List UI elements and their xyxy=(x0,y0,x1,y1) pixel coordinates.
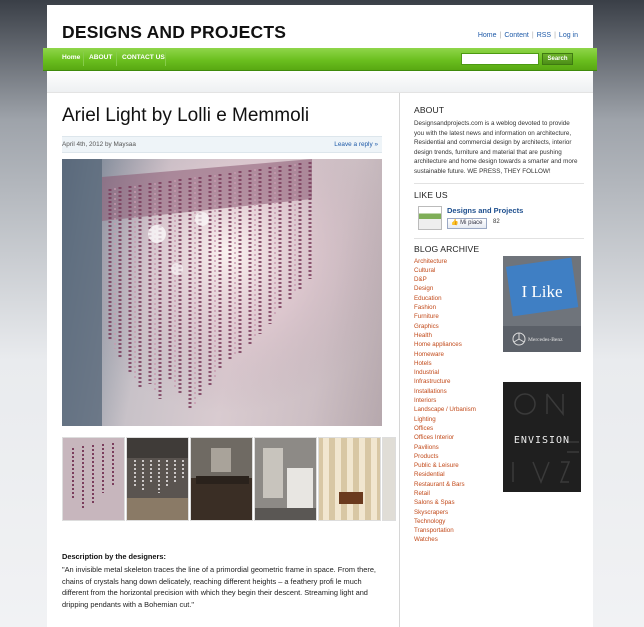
thumbnail-6-art xyxy=(383,438,396,521)
like-page-name[interactable]: Designs and Projects xyxy=(447,205,524,215)
like-button[interactable] xyxy=(447,218,487,229)
archive-item[interactable]: Education xyxy=(414,294,442,302)
archive-item[interactable]: Furniture xyxy=(414,313,439,321)
column-divider xyxy=(399,93,400,627)
separator: | xyxy=(499,32,502,39)
thumbnail-6[interactable] xyxy=(382,437,396,521)
archive-item[interactable]: Transportation xyxy=(414,527,454,535)
separator: | xyxy=(554,32,556,39)
main-navbar xyxy=(43,48,597,71)
site-header xyxy=(47,5,593,47)
archive-item[interactable]: Landscape / Urbanism xyxy=(414,406,476,414)
nav-item-about[interactable]: ABOUT xyxy=(89,54,113,61)
archive-item[interactable]: Products xyxy=(414,452,439,460)
sidebar-divider xyxy=(414,238,584,239)
thumbnail-2[interactable] xyxy=(126,437,189,521)
archive-item[interactable]: Fashion xyxy=(414,304,437,312)
ad1-headline: I Like xyxy=(521,282,563,301)
archive-item[interactable]: Home appliances xyxy=(414,341,462,349)
archive-item[interactable]: Lighting xyxy=(414,415,436,423)
archive-item[interactable]: Technology xyxy=(414,517,446,525)
sidebar-divider xyxy=(414,183,584,184)
thumbnail-2-art xyxy=(127,438,189,521)
archive-item[interactable]: Graphics xyxy=(414,322,439,330)
archive-item[interactable]: Cultural xyxy=(414,266,436,274)
archive-item[interactable]: Architecture xyxy=(414,257,448,265)
archive-item[interactable]: Industrial xyxy=(414,369,440,377)
archive-item[interactable]: D&P xyxy=(414,276,427,284)
archive-item[interactable]: Infrastructure xyxy=(414,378,451,386)
thumbnail-5[interactable] xyxy=(318,437,381,521)
post-meta xyxy=(62,141,136,148)
archive-item[interactable]: Interiors xyxy=(414,397,437,405)
nav-separator xyxy=(165,52,166,66)
top-link-content[interactable]: Content xyxy=(504,32,529,39)
ad2-headline: ENVISION xyxy=(513,435,571,446)
mercedes-ad-art xyxy=(503,256,581,352)
leave-reply-link[interactable]: Leave a reply » xyxy=(334,141,378,148)
post-author[interactable]: Maysaa xyxy=(113,141,136,148)
archive-item[interactable]: Pavilions xyxy=(414,443,439,451)
archive-item[interactable]: Public & Leisure xyxy=(414,462,459,470)
thumbnail-1[interactable] xyxy=(62,437,125,521)
like-count: 82 xyxy=(493,218,500,225)
site-title[interactable]: DESIGNS AND PROJECTS xyxy=(62,22,287,42)
search-button[interactable]: Search xyxy=(542,53,573,65)
archive-item[interactable]: Offices Interior xyxy=(414,434,455,442)
top-link-rss[interactable]: RSS xyxy=(536,32,552,39)
post-date: April 4th, 2012 xyxy=(62,141,104,148)
archive-item[interactable]: Residential xyxy=(414,471,445,479)
page-thumbnail[interactable] xyxy=(418,206,442,230)
thumbnail-3-art xyxy=(191,438,253,521)
archive-item[interactable]: Design xyxy=(414,285,434,293)
archive-item[interactable]: Offices xyxy=(414,424,434,432)
thumbnail-strip xyxy=(62,437,396,521)
top-links xyxy=(478,32,578,39)
description-heading: Description by the designers: xyxy=(62,552,166,561)
ad1-brand: Mercedes-Benz xyxy=(528,337,563,343)
like-button-label: Mi piace xyxy=(460,219,483,226)
thumbs-up-icon: 👍 xyxy=(451,219,459,226)
post-title[interactable]: Ariel Light by Lolli e Memmoli xyxy=(62,105,310,126)
top-link-login[interactable]: Log in xyxy=(558,32,578,39)
about-heading: ABOUT xyxy=(414,105,445,115)
mercedes-ad-banner[interactable] xyxy=(503,256,581,352)
archive-item[interactable]: Hotels xyxy=(414,359,432,367)
envision-ad-art xyxy=(503,382,581,492)
nav-separator xyxy=(116,52,117,66)
nav-separator xyxy=(83,52,84,66)
thumbnail-4[interactable] xyxy=(254,437,317,521)
archive-item[interactable]: Salons & Spas xyxy=(414,499,455,507)
archive-item[interactable]: Retail xyxy=(414,489,430,497)
thumbnail-4-art xyxy=(255,438,317,521)
thumbnail-1-art xyxy=(63,438,125,521)
archive-item[interactable]: Restaurant & Bars xyxy=(414,480,465,488)
nav-item-home[interactable]: Home xyxy=(62,54,81,61)
about-text: Designsandprojects.com is a weblog devoted to provide you with the latest news and information on architecture, Residential and commercial design by architects, interior design trends, furniture and material that are pushing architecture and home design towards a smarter and more sustainable future. WE PRESS, THEY FOLLOW! xyxy=(414,120,578,175)
sub-header-band xyxy=(47,72,593,93)
main-chandelier-image[interactable] xyxy=(62,159,382,426)
search-input[interactable] xyxy=(461,53,539,65)
separator: | xyxy=(531,32,534,39)
archive-item[interactable]: Homeware xyxy=(414,350,444,358)
archive-heading: BLOG ARCHIVE xyxy=(414,243,480,254)
nav-item-contact-us[interactable]: CONTACT US xyxy=(122,54,165,61)
envision-ad-banner[interactable] xyxy=(503,382,581,492)
chandelier-illustration xyxy=(62,159,382,426)
like-heading: LIKE US xyxy=(414,189,448,200)
archive-item[interactable]: Watches xyxy=(414,536,438,544)
archive-item[interactable]: Skyscrapers xyxy=(414,508,449,516)
top-link-home[interactable]: Home xyxy=(477,32,497,39)
post-meta-bar xyxy=(62,136,382,153)
post-by-label: by xyxy=(105,141,112,148)
facebook-like-box xyxy=(414,206,584,238)
description-body: "An invisible metal skeleton traces the line of a primordial geometric frame in space. From there, chains of crystals hang down delicately, reaching different heights – a feathery profi le much different from the horizontal precision with which they begin their descent. Streaming light and dripping pendants with a Bohemian cut." xyxy=(62,565,376,609)
thumbnail-5-art xyxy=(319,438,381,521)
thumbnail-3[interactable] xyxy=(190,437,253,521)
archive-item[interactable]: Health xyxy=(414,331,432,339)
archive-item[interactable]: Installations xyxy=(414,387,447,395)
